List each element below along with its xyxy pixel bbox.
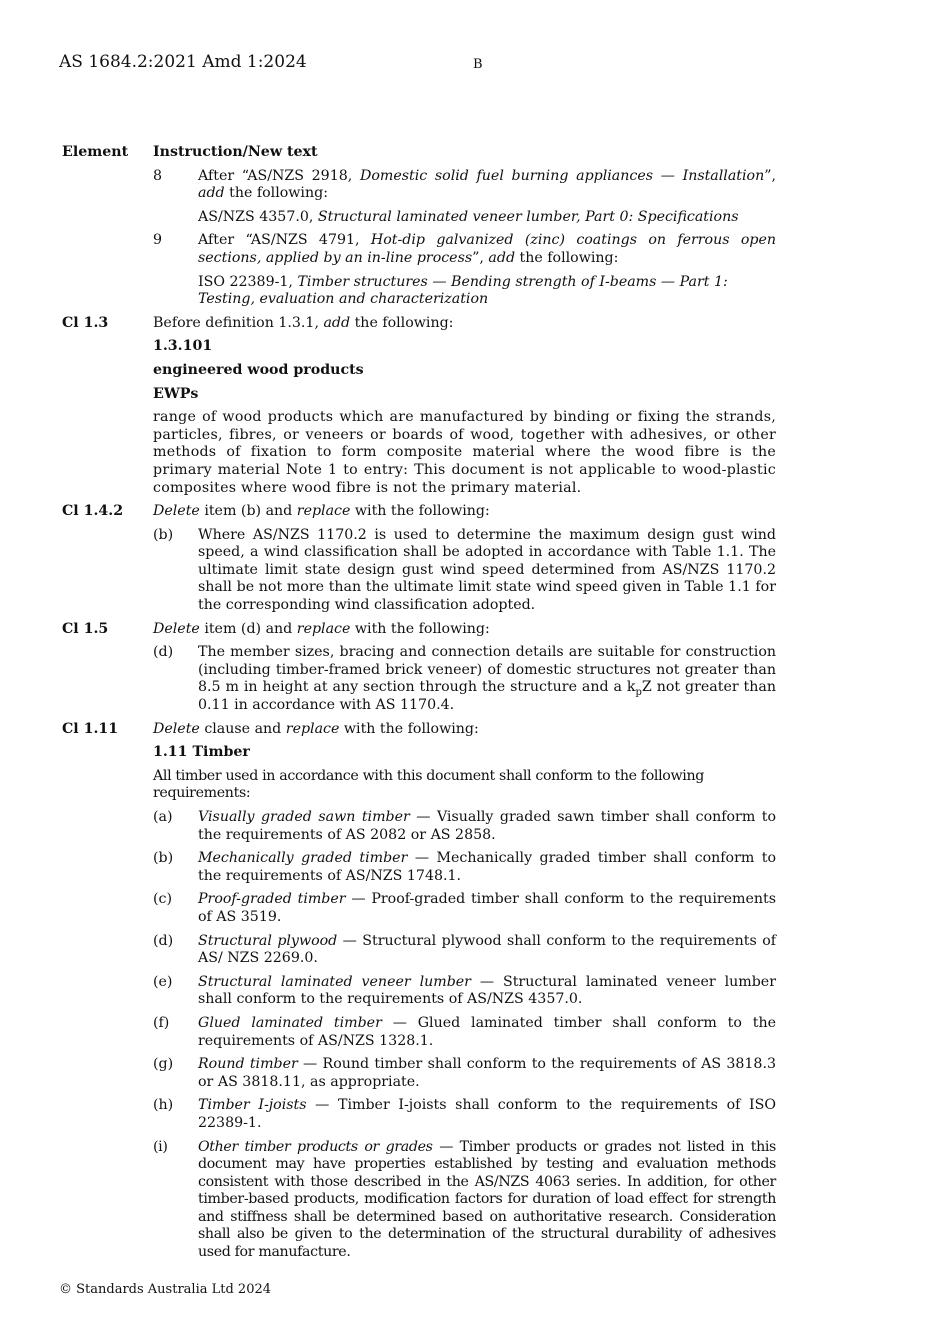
instruction-text: with the following: bbox=[350, 503, 490, 520]
item-verb: add bbox=[198, 185, 225, 202]
element-label: Cl 1.11 bbox=[62, 720, 119, 737]
item-text: After “AS/NZS 4791, bbox=[198, 232, 371, 249]
item-term: Timber I-joists bbox=[198, 1097, 307, 1114]
list-item bbox=[153, 1139, 776, 1262]
standard-designation: AS 1684.2:2021 Amd 1:2024 bbox=[59, 52, 307, 72]
item-text: — Structural laminated veneer lumber shall conform to the requirements of AS/NZS 4357.0. bbox=[198, 973, 776, 1008]
item-number: (h) bbox=[153, 1097, 174, 1114]
item-verb: add bbox=[488, 249, 516, 266]
instruction-verb: Delete bbox=[153, 503, 200, 520]
table-header-row bbox=[62, 144, 776, 309]
item-text: The member sizes, bracing and connection details are suitable for construction (including timber-framed brick veneer) of domestic structures not greater than 8.5 m in height at any section through the structure and a k bbox=[198, 644, 776, 696]
instruction bbox=[153, 621, 776, 639]
copyright-footer: © Standards Australia Ltd 2024 bbox=[59, 1282, 272, 1297]
instruction-verb: replace bbox=[296, 503, 351, 520]
row-cl-1-11 bbox=[62, 721, 776, 1262]
element-label: Cl 1.4.2 bbox=[62, 503, 124, 520]
item-number: (i) bbox=[153, 1138, 168, 1155]
item-number: (c) bbox=[153, 891, 173, 908]
definition-text: range of wood products which are manufactured by binding or fixing the strands, particles, fibres, or veneers or boards of wood, together with adhesives, or other methods of fixation to form composite material where the wood fibre is the primary material Note 1 to entry: This document is not applicable to wood-plastic composites where wood fibre is not the primary material. bbox=[153, 409, 776, 496]
instruction-verb: replace bbox=[285, 720, 340, 737]
timber-requirements-list bbox=[153, 809, 776, 1262]
item-d bbox=[153, 644, 776, 714]
item-term: Other timber products or grades bbox=[198, 1138, 433, 1155]
instruction-text: clause and bbox=[199, 720, 286, 737]
item-number: (b) bbox=[153, 526, 174, 543]
definition-number bbox=[153, 338, 776, 356]
item-text: Z not greater than 0.11 in accordance with AS 1170.4. bbox=[198, 679, 776, 714]
item-8 bbox=[153, 168, 776, 203]
instruction-text: item (b) and bbox=[199, 503, 297, 520]
row-cl-1-3 bbox=[62, 315, 776, 497]
item-text: — Round timber shall conform to the requirements of AS 3818.3 or AS 3818.11, as appropriate. bbox=[198, 1056, 776, 1090]
instruction-text: the following: bbox=[350, 314, 454, 331]
item-text: After “AS/NZS 2918, bbox=[198, 167, 360, 184]
item-title: Hot-dip galvanized (zinc) coatings on ferrous open sections, applied by an in-line process bbox=[198, 232, 776, 266]
instruction-text: with the following: bbox=[339, 720, 479, 737]
item-number: (d) bbox=[153, 644, 174, 661]
element-label: Cl 1.3 bbox=[62, 314, 109, 331]
item-8-new-text bbox=[198, 209, 776, 227]
list-item bbox=[153, 809, 776, 844]
item-term: Visually graded sawn timber bbox=[198, 809, 410, 825]
item-number: 8 bbox=[153, 167, 163, 184]
item-9-new-text bbox=[198, 274, 776, 309]
item-term: Mechanically graded timber bbox=[198, 850, 408, 867]
instruction-verb: add bbox=[323, 314, 351, 331]
clause-heading bbox=[153, 744, 776, 762]
list-item bbox=[153, 1015, 776, 1050]
instruction-verb: Delete bbox=[153, 620, 200, 637]
instruction-text: item (d) and bbox=[199, 620, 297, 637]
item-text: — Proof-graded timber shall conform to the requirements of AS 3519. bbox=[198, 891, 777, 925]
instruction bbox=[153, 721, 776, 739]
item-text: ”, bbox=[764, 167, 776, 184]
list-item bbox=[153, 974, 776, 1009]
item-number: (a) bbox=[153, 809, 173, 825]
reference-number: AS/NZS 4357.0, bbox=[198, 208, 318, 225]
page-label: B bbox=[473, 57, 483, 72]
item-term: Structural laminated veneer lumber bbox=[198, 973, 471, 990]
element-label: Cl 1.5 bbox=[62, 620, 109, 637]
element-column-heading: Element bbox=[62, 144, 129, 160]
definition-abbreviation bbox=[153, 386, 776, 404]
item-term: Glued laminated timber bbox=[198, 1014, 382, 1031]
instruction-verb: replace bbox=[296, 620, 351, 637]
item-b bbox=[153, 527, 776, 615]
item-title: Domestic solid fuel burning appliances — Installation bbox=[359, 167, 765, 184]
instruction-column-heading: Instruction/New text bbox=[153, 144, 318, 160]
reference-title: Timber structures — Bending strength of I-beams — Part 1: Testing, evaluation and characterization bbox=[198, 273, 728, 308]
item-text: — Glued laminated timber shall conform to the requirements of AS/NZS 1328.1. bbox=[198, 1014, 776, 1049]
item-text: — Structural plywood shall conform to the requirements of AS/ NZS 2269.0. bbox=[198, 932, 776, 967]
row-cl-1-5 bbox=[62, 621, 776, 715]
item-text: — Mechanically graded timber shall conform to the requirements of AS/NZS 1748.1. bbox=[198, 850, 776, 884]
item-number: (b) bbox=[153, 850, 174, 867]
instruction-text: with the following: bbox=[350, 620, 490, 637]
list-item bbox=[153, 1056, 776, 1091]
abbreviation-text: EWPs bbox=[153, 385, 199, 402]
item-term: Round timber bbox=[198, 1056, 298, 1073]
reference-title: Structural laminated veneer lumber, Part 0: Specifications bbox=[317, 208, 739, 225]
list-item bbox=[153, 1097, 776, 1132]
list-item bbox=[153, 850, 776, 885]
instruction bbox=[153, 315, 776, 333]
item-text: ”, bbox=[472, 249, 489, 266]
reference-number: ISO 22389-1, bbox=[198, 273, 298, 290]
list-item bbox=[153, 933, 776, 968]
definition-term-text: engineered wood products bbox=[153, 361, 364, 378]
subscript: p bbox=[635, 687, 642, 699]
definition-number-text: 1.3.101 bbox=[153, 338, 213, 355]
instruction-verb: Delete bbox=[153, 720, 200, 737]
item-number: (e) bbox=[153, 973, 173, 990]
item-text: — Timber products or grades not listed in this document may have properties established by testing and evaluation methods consistent with those described in the AS/NZS 4063 series. In addition, for other timber-based products, modification factors for duration of load effect for strength and stiffness shall be determined based on authoritative research. Consideration shall also be given to the determination of the structural durability of adhesives used for manufacture. bbox=[198, 1138, 776, 1261]
item-9 bbox=[153, 232, 776, 267]
item-term: Structural plywood bbox=[198, 932, 338, 949]
item-text: Where AS/NZS 1170.2 is used to determine the maximum design gust wind speed, a wind classification shall be adopted in accordance with Table 1.1. The ultimate limit state design gust wind speed determined from AS/NZS 1170.2 shall be not more than the ultimate limit state wind speed given in Table 1.1 for the corresponding wind classification adopted. bbox=[198, 526, 776, 614]
item-text: — Visually graded sawn timber shall conform to the requirements of AS 2082 or AS 2858. bbox=[198, 809, 777, 843]
instruction bbox=[153, 503, 776, 521]
clause-intro: All timber used in accordance with this document shall conform to the following requirements: bbox=[153, 767, 704, 802]
item-term: Proof-graded timber bbox=[198, 891, 346, 908]
definition-term bbox=[153, 362, 776, 380]
item-number: (f) bbox=[153, 1014, 170, 1031]
item-number: 9 bbox=[153, 232, 163, 249]
row-cl-1-4-2 bbox=[62, 503, 776, 615]
item-text: the following: bbox=[515, 249, 619, 266]
clause-heading-text: 1.11 Timber bbox=[153, 744, 250, 761]
instruction-text: Before definition 1.3.1, bbox=[153, 314, 324, 331]
item-number: (d) bbox=[153, 932, 174, 949]
list-item bbox=[153, 891, 776, 926]
item-text: — Timber I-joists shall conform to the requirements of ISO 22389-1. bbox=[198, 1097, 776, 1131]
item-number: (g) bbox=[153, 1056, 174, 1073]
amendment-table bbox=[62, 144, 776, 1268]
item-text: the following: bbox=[224, 185, 328, 202]
